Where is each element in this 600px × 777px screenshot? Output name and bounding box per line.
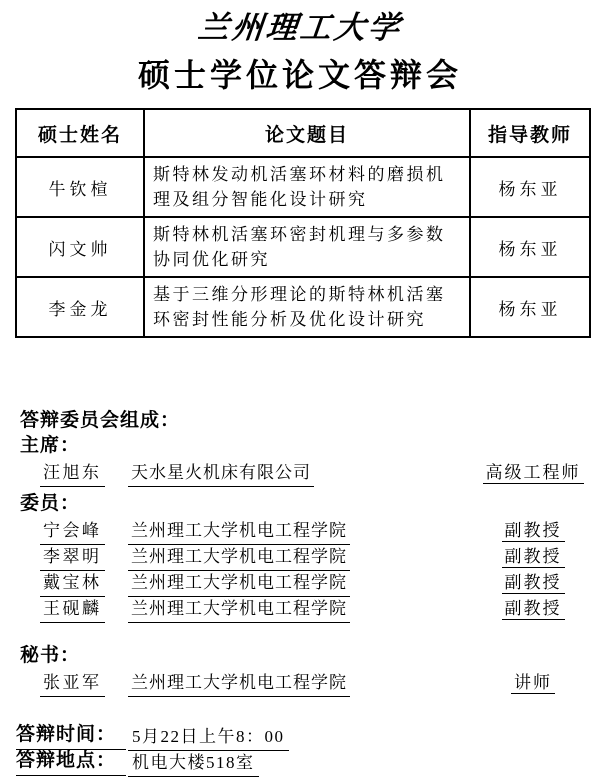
member-title-box [458, 545, 600, 569]
chair-title-box [458, 461, 600, 485]
member-title: 副教授 [502, 547, 565, 568]
column-header-candidate-name: 硕士姓名 [16, 109, 144, 157]
defense-time-value: 5月22日上午8：00 [128, 725, 289, 751]
university-logo-calligraphy: 兰州理工大学 [196, 10, 404, 45]
table-row [16, 157, 590, 217]
secretary-name: 张亚军 [40, 671, 105, 697]
column-header-thesis-title: 论文题目 [144, 109, 470, 157]
member-row [20, 545, 600, 571]
advisor-name: 杨东亚 [470, 157, 590, 217]
chair-affiliation: 天水星火机床有限公司 [128, 461, 314, 487]
member-title: 副教授 [502, 521, 565, 542]
defense-location-row [16, 749, 600, 775]
member-affiliation: 兰州理工大学机电工程学院 [128, 545, 350, 571]
thesis-title: 斯特林机活塞环密封机理与多参数协同优化研究 [144, 217, 470, 277]
member-affiliation: 兰州理工大学机电工程学院 [128, 519, 350, 545]
defense-location-label: 答辩地点： [16, 749, 126, 776]
member-affiliation: 兰州理工大学机电工程学院 [128, 597, 350, 623]
page-title: 硕士学位论文答辩会 [137, 57, 462, 93]
member-name: 戴宝林 [40, 571, 105, 597]
column-header-advisor: 指导教师 [470, 109, 590, 157]
member-title: 副教授 [502, 599, 565, 620]
table-row [16, 277, 590, 337]
chair-label: 主席： [20, 435, 81, 456]
candidate-name: 闪文帅 [16, 217, 144, 277]
committee-section [20, 408, 600, 697]
defense-time-row [16, 723, 600, 749]
member-affiliation: 兰州理工大学机电工程学院 [128, 571, 350, 597]
secretary-affiliation: 兰州理工大学机电工程学院 [128, 671, 350, 697]
secretary-row [20, 671, 600, 697]
advisor-name: 杨东亚 [470, 217, 590, 277]
member-row [20, 519, 600, 545]
member-title: 副教授 [502, 573, 565, 594]
secretary-title: 讲师 [511, 673, 555, 694]
member-row [20, 571, 600, 597]
chair-name: 汪旭东 [40, 461, 105, 487]
defense-candidates-table [15, 108, 591, 338]
member-name: 李翠明 [40, 545, 105, 571]
table-row [16, 217, 590, 277]
member-name: 王砚麟 [40, 597, 105, 623]
defense-location-value: 机电大楼518室 [128, 751, 259, 777]
secretary-title-box [458, 671, 600, 695]
member-title-box [458, 571, 600, 595]
chair-title: 高级工程师 [483, 463, 584, 484]
member-name: 宁会峰 [40, 519, 105, 545]
member-title-box [458, 597, 600, 621]
secretary-label: 秘书： [20, 645, 81, 666]
committee-heading: 答辩委员会组成： [20, 410, 181, 431]
advisor-name: 杨东亚 [470, 277, 590, 337]
member-title-box [458, 519, 600, 543]
footer-section [16, 723, 600, 775]
defense-time-label: 答辩时间： [16, 723, 126, 750]
members-label: 委员： [20, 493, 81, 514]
member-row [20, 597, 600, 623]
candidate-name: 牛钦楦 [16, 157, 144, 217]
thesis-title: 斯特林发动机活塞环材料的磨损机理及组分智能化设计研究 [144, 157, 470, 217]
chair-row [20, 461, 600, 487]
table-header-row [16, 109, 590, 157]
thesis-title: 基于三维分形理论的斯特林机活塞环密封性能分析及优化设计研究 [144, 277, 470, 337]
candidate-name: 李金龙 [16, 277, 144, 337]
